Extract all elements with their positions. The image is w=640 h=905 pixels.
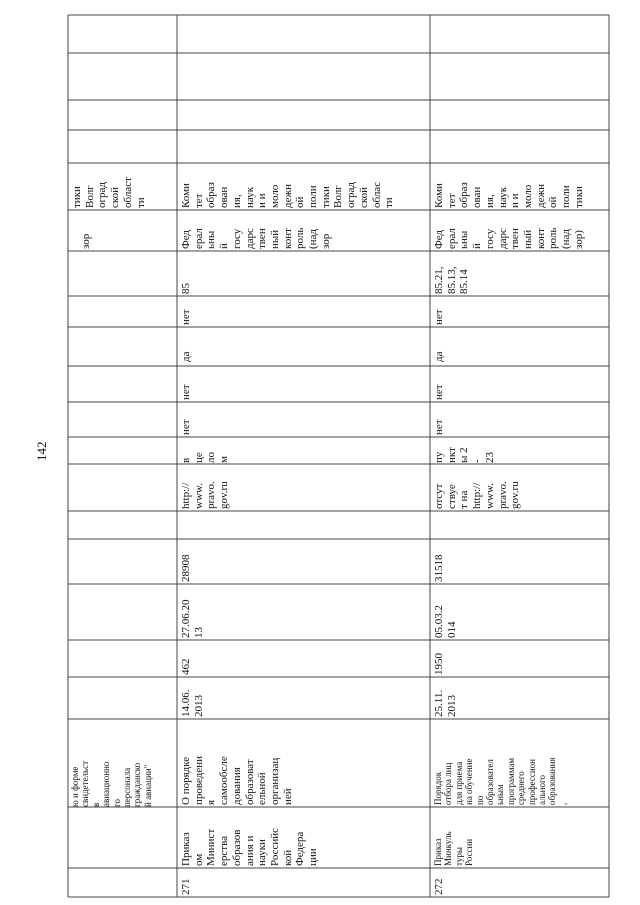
cell-name-continued: ю и форме свидетельст в авиационно го персонала гражданско й авиации"	[70, 760, 153, 807]
row-271-date: 14.06. 2013	[180, 689, 205, 717]
row-272-reg-number: 31518	[433, 554, 445, 582]
page-number: 142	[34, 441, 49, 461]
row-271-doc-type: Приказ ом Минист ерства образов ания и науки Российс кой Федера ции	[180, 827, 320, 866]
row-272-scope: пу нкт ы 2 - 23	[433, 447, 496, 463]
row-271-doc-name: О порядке проведени я самообсле дования образоват ельной организац ией	[180, 755, 294, 805]
row-272-source: отсут ствуе т на http:// www. pravo. gov.ru	[433, 481, 522, 509]
row-272-number: 1950	[433, 653, 445, 675]
row-271-authority: Коми тет образ ован ия, наук и и моло дежн ой поли тики Волг оград ской облас ти	[180, 181, 396, 208]
row-272-doc-type: Приказ Минкуль туры России	[433, 831, 475, 866]
row-271-number: 462	[180, 658, 192, 675]
row-272-okved: 85.21, 85.13, 85.14	[433, 266, 471, 294]
row-272-date: 25.11. 2013	[433, 689, 458, 717]
row-271-reg-number: 28908	[180, 554, 192, 582]
cell-category-continued: зор	[80, 233, 92, 249]
row-272-flag-4: нет	[433, 309, 445, 325]
row-272-reg-date: 05.03.2 014	[433, 605, 458, 638]
row-271-flag-1: нет	[180, 419, 192, 435]
row-272-flag-2: нет	[433, 384, 445, 400]
row-271-flag-4: нет	[180, 309, 192, 325]
row-271-flag-3: да	[180, 351, 192, 362]
cell-organ-continued: тики Волг оград ской област ти	[71, 177, 147, 208]
row-272-control-type: Фед ерал ьны й госу дарс твен ный конт роль (над зор)	[433, 227, 585, 249]
row-272-flag-3: да	[433, 351, 445, 362]
row-272-authority: Коми тет образ ован ия, наук и и моло дежн ой поли тики	[433, 182, 585, 208]
row-271-num: 271	[180, 878, 192, 895]
row-271-control-type: Фед ерал ьны й госу дарс твен ный конт роль (над зор	[180, 227, 332, 249]
row-271-reg-date: 27.06.20 13	[180, 599, 205, 638]
row-272-num: 272	[433, 878, 445, 895]
row-271-okved: 85	[180, 283, 192, 294]
row-271-flag-2: нет	[180, 384, 192, 400]
row-272-doc-name: Порядок отбора лиц для приема на обучение по образовател ьным программам среднего профессион ального образования ,	[433, 757, 568, 805]
row-271-scope: в це ло м	[180, 452, 231, 463]
row-272-flag-1: нет	[433, 419, 445, 435]
row-271-source: http:// www. pravo. gov.ru	[180, 481, 231, 509]
